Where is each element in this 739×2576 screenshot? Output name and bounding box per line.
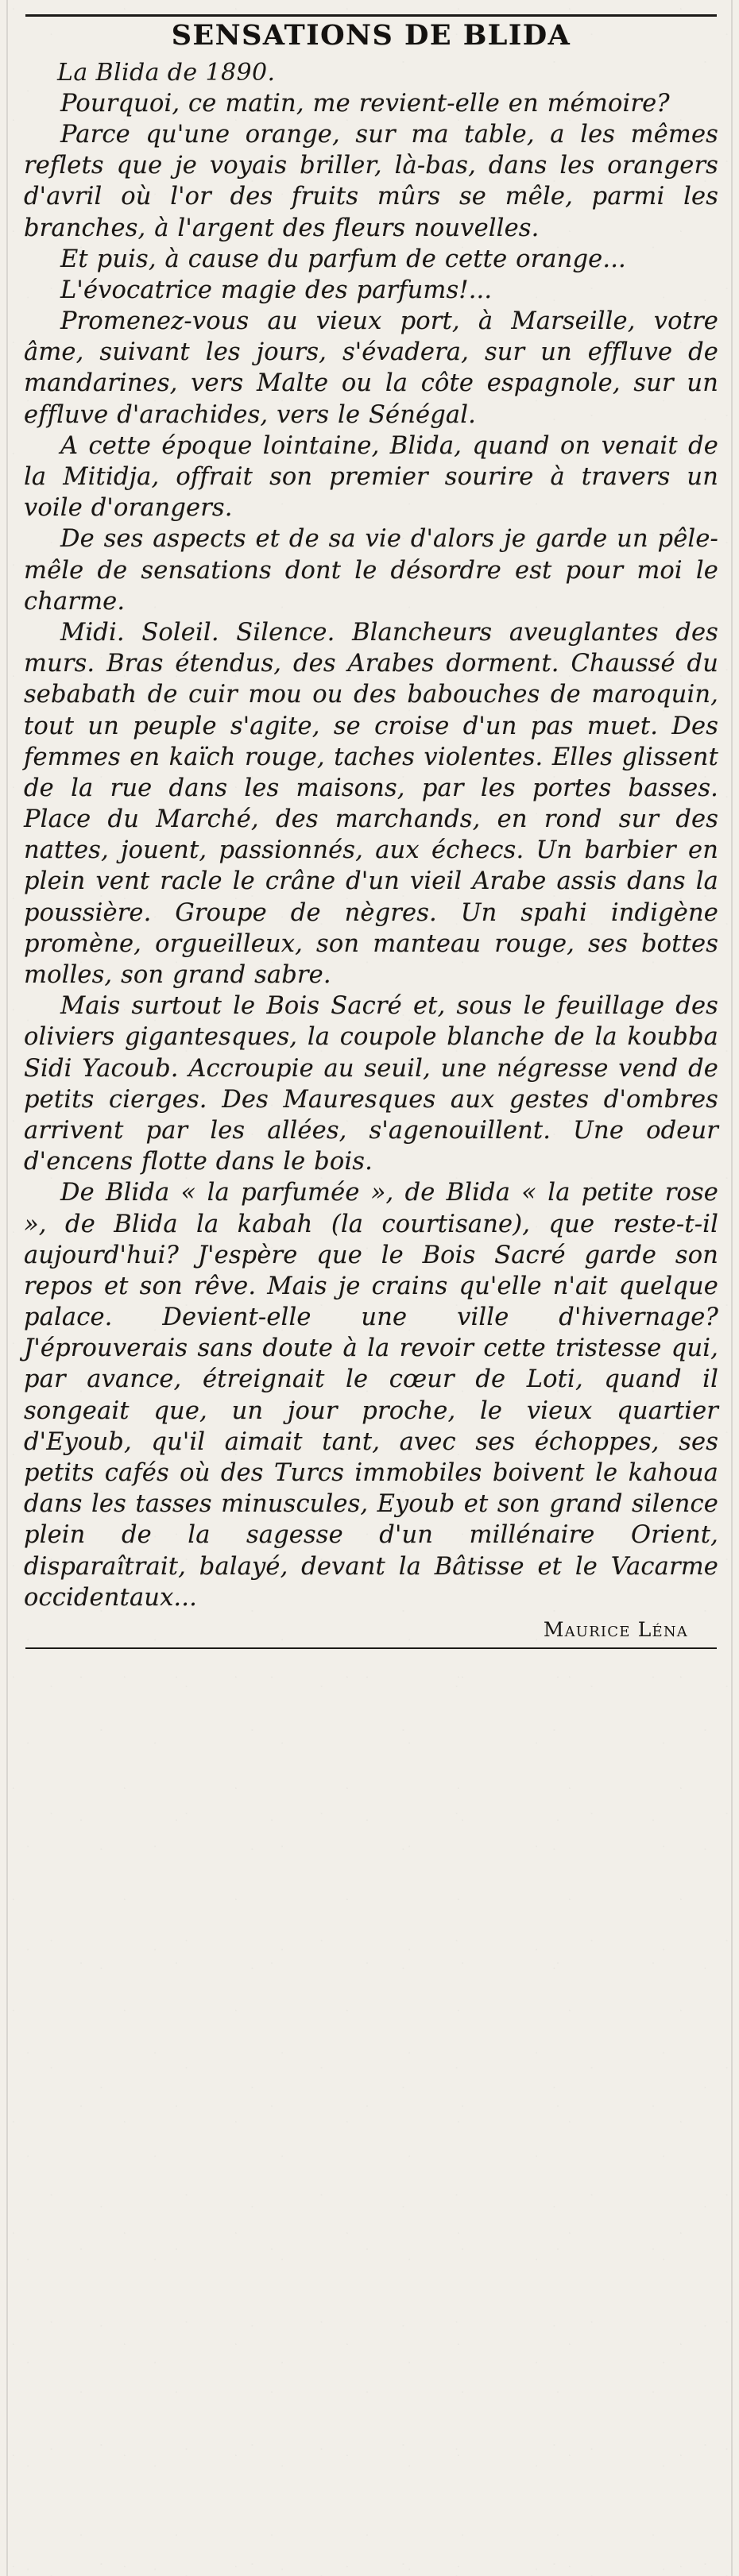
- paragraph: De Blida « la parfumée », de Blida « la petite rose », de Blida la kabah (la courtisane), que reste-t-il aujourd'hui? J'espère que le Bois Sacré garde son repos et son rêve. Mais je crains qu'elle n'ait quelque palace. Devient-elle une ville d'hivernage? J'éprouverais sans doute à la revoir cette tristesse qui, par avance, étreignait le cœur de Loti, quand il songeait que, un jour proche, le vieux quartier d'Eyoub, qu'il aimait tant, avec ses échoppes, ses petits cafés où des Turcs immobiles boivent le kahoua dans les tasses minuscules, Eyoub et son grand silence plein de la sagesse d'un millénaire Orient, disparaîtrait, balayé, devant la Bâtisse et le Vacarme occidentaux...: [24, 1179, 718, 1612]
- paragraph: De ses aspects et de sa vie d'alors je garde un pêle-mêle de sensations dont le désordre est pour moi le charme.: [24, 525, 718, 616]
- dateline: La Blida de 1890.: [57, 58, 276, 87]
- top-divider: [25, 14, 717, 17]
- paragraph: Parce qu'une orange, sur ma table, a les mêmes reflets que je voyais briller, là-bas, dans les orangers d'avril où l'or des fruits mûrs se mêle, parmi les branches, à l'argent des fleurs nouvelles.: [24, 120, 718, 242]
- author-signature: Maurice Léna: [543, 1617, 688, 1641]
- article-body: [24, 88, 718, 1613]
- paragraph: Mais surtout le Bois Sacré et, sous le feuillage des oliviers gigantesques, la coupole blanche de la koubba Sidi Yacoub. Accroupie au seuil, une négresse vend de petits cierges. Des Mauresques aux gestes d'ombres arrivent par les allées, s'agenouillent. Une odeur d'encens flotte dans le bois.: [24, 992, 718, 1176]
- paragraph: Promenez-vous au vieux port, à Marseille, votre âme, suivant les jours, s'évadera, sur un effluve de mandarines, vers Malte ou la côte espagnole, sur un effluve d'arachides, vers le Sénégal.: [24, 307, 718, 429]
- column-rule-left: [6, 0, 8, 2576]
- paragraph: Et puis, à cause du parfum de cette orange...: [60, 245, 626, 273]
- paragraph: Pourquoi, ce matin, me revient-elle en mémoire?: [60, 89, 670, 118]
- paragraph: A cette époque lointaine, Blida, quand on venait de la Mitidja, offrait son premier sourire à travers un voile d'orangers.: [24, 431, 718, 523]
- column-rule-right: [731, 0, 733, 2576]
- paragraph: Midi. Soleil. Silence. Blancheurs aveuglantes des murs. Bras étendus, des Arabes dorment. Chaussé du sebabath de cuir mou ou des babouches de maroquin, tout un peuple s'agite, se croise d'un pas muet. Des femmes en kaïch rouge, taches violentes. Elles glissent de la rue dans les maisons, par les portes basses. Place du Marché, des marchands, en rond sur des nattes, jouent, passionnés, aux échecs. Un barbier en plein vent racle le crâne d'un vieil Arabe assis dans la poussière. Groupe de nègres. Un spahi indigène promène, orgueilleux, son manteau rouge, ses bottes molles, son grand sabre.: [24, 618, 718, 989]
- paragraph: L'évocatrice magie des parfums!...: [60, 276, 493, 304]
- bottom-divider: [25, 1647, 717, 1649]
- page-title: SENSATIONS DE BLIDA: [171, 19, 571, 52]
